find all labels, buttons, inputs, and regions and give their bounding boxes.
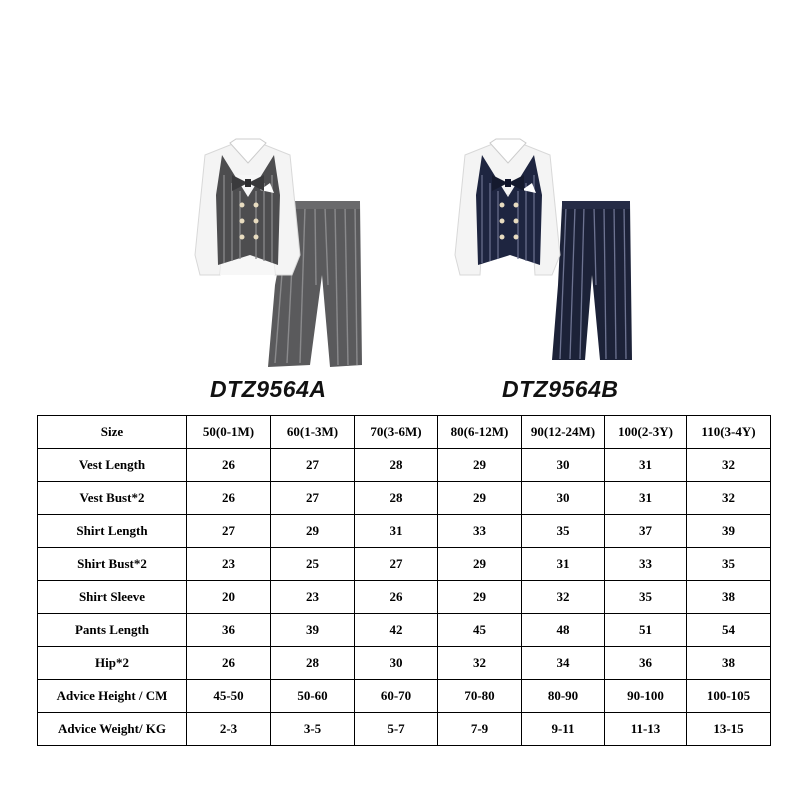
table-cell: 35 [687,548,771,581]
table-cell: 26 [187,482,271,515]
table-cell: 42 [355,614,438,647]
table-cell: 90-100 [605,680,687,713]
row-label-cell: Advice Weight/ KG [38,713,187,746]
table-cell: 45 [438,614,522,647]
table-row [38,680,771,713]
row-label-cell: Pants Length [38,614,187,647]
table-cell: 31 [605,482,687,515]
table-cell: 34 [522,647,605,680]
table-cell: 32 [522,581,605,614]
table-cell: 28 [355,449,438,482]
table-header-cell: 110(3-4Y) [687,416,771,449]
table-cell: 60-70 [355,680,438,713]
table-cell: 32 [687,482,771,515]
table-header-cell: 50(0-1M) [187,416,271,449]
table-cell: 48 [522,614,605,647]
table-header-cell: 60(1-3M) [271,416,355,449]
table-header-cell: 100(2-3Y) [605,416,687,449]
table-cell: 13-15 [687,713,771,746]
table-cell: 9-11 [522,713,605,746]
table-cell: 54 [687,614,771,647]
table-row [38,614,771,647]
table-cell: 39 [687,515,771,548]
outfit-illustration [420,135,640,375]
table-cell: 31 [522,548,605,581]
table-cell: 7-9 [438,713,522,746]
table-cell: 27 [271,449,355,482]
table-cell: 33 [605,548,687,581]
row-label-cell: Shirt Length [38,515,187,548]
table-cell: 29 [271,515,355,548]
table-row [38,581,771,614]
table-cell: 28 [355,482,438,515]
row-label-cell: Hip*2 [38,647,187,680]
table-cell: 26 [187,647,271,680]
pants [552,201,632,360]
table-cell: 26 [355,581,438,614]
product-code-a: DTZ9564A [210,376,327,402]
table-cell: 70-80 [438,680,522,713]
table-cell: 29 [438,548,522,581]
table-cell: 38 [687,647,771,680]
table-cell: 27 [187,515,271,548]
table-row [38,449,771,482]
table-cell: 23 [187,548,271,581]
outfit-illustration [150,135,370,375]
table-cell: 25 [271,548,355,581]
table-cell: 23 [271,581,355,614]
table-cell: 27 [271,482,355,515]
product-image-navy [420,135,640,375]
table-cell: 29 [438,449,522,482]
table-cell: 32 [438,647,522,680]
table-cell: 100-105 [687,680,771,713]
table-cell: 29 [438,581,522,614]
table-row [38,482,771,515]
table-header-cell: 70(3-6M) [355,416,438,449]
table-cell: 11-13 [605,713,687,746]
table-cell: 31 [355,515,438,548]
table-cell: 37 [605,515,687,548]
table-row [38,647,771,680]
table-cell: 3-5 [271,713,355,746]
table-cell: 33 [438,515,522,548]
product-code-b: DTZ9564B [502,376,619,402]
table-cell: 28 [271,647,355,680]
table-header-row [38,416,771,449]
row-label-cell: Advice Height / CM [38,680,187,713]
table-cell: 32 [687,449,771,482]
row-label-cell: Vest Length [38,449,187,482]
table-cell: 29 [438,482,522,515]
table-row [38,713,771,746]
table-header-cell: 80(6-12M) [438,416,522,449]
table-cell: 30 [355,647,438,680]
table-header-cell: Size [38,416,187,449]
table-cell: 35 [522,515,605,548]
table-header-cell: 90(12-24M) [522,416,605,449]
table-cell: 26 [187,449,271,482]
table-cell: 51 [605,614,687,647]
size-chart-table [37,415,771,746]
size-chart-body [38,416,771,746]
table-cell: 36 [187,614,271,647]
table-row [38,548,771,581]
table-cell: 30 [522,482,605,515]
product-image-grey [150,135,370,375]
table-cell: 31 [605,449,687,482]
table-cell: 2-3 [187,713,271,746]
table-cell: 27 [355,548,438,581]
table-cell: 30 [522,449,605,482]
table-cell: 45-50 [187,680,271,713]
table-cell: 50-60 [271,680,355,713]
table-cell: 36 [605,647,687,680]
table-cell: 38 [687,581,771,614]
table-cell: 5-7 [355,713,438,746]
table-cell: 35 [605,581,687,614]
row-label-cell: Vest Bust*2 [38,482,187,515]
table-row [38,515,771,548]
row-label-cell: Shirt Sleeve [38,581,187,614]
table-cell: 39 [271,614,355,647]
row-label-cell: Shirt Bust*2 [38,548,187,581]
table-cell: 20 [187,581,271,614]
table-cell: 80-90 [522,680,605,713]
